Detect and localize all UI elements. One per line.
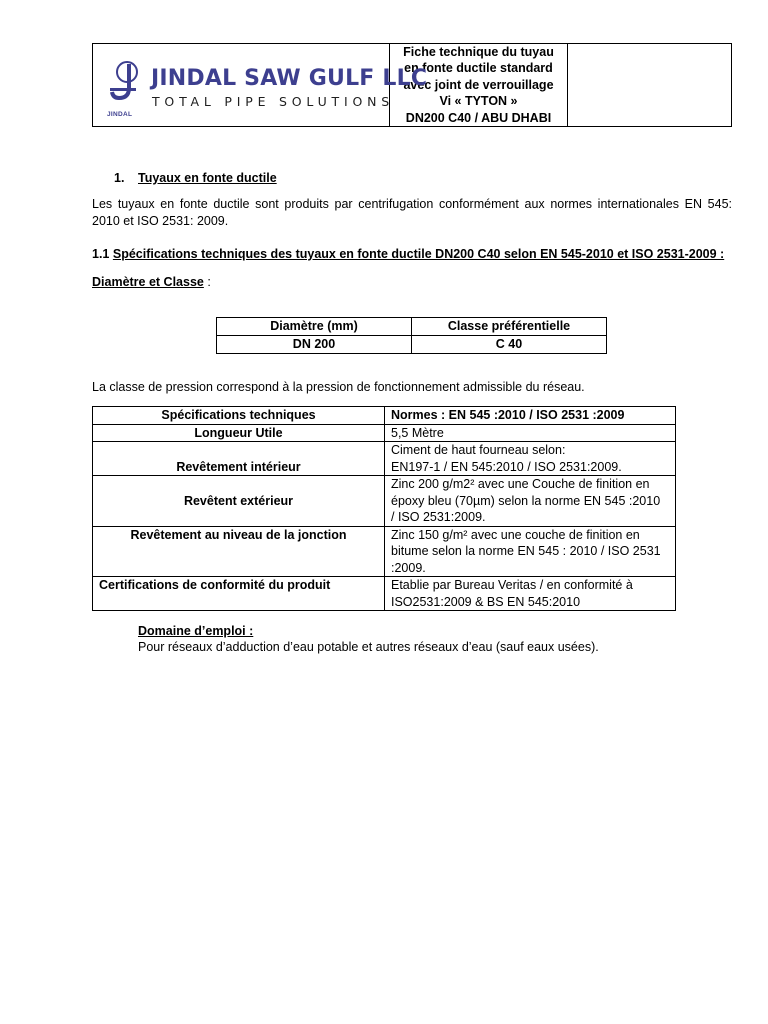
company-tagline: TOTAL PIPE SOLUTIONS bbox=[152, 94, 394, 109]
table-row bbox=[93, 526, 676, 577]
section-number: 1.1 bbox=[92, 247, 110, 261]
specifications-table bbox=[92, 406, 676, 611]
company-name: JINDAL SAW GULF LLC bbox=[151, 66, 428, 91]
diameter-class-table bbox=[216, 317, 607, 354]
title-line: Fiche technique du tuyau bbox=[403, 44, 554, 59]
section-number: 1. bbox=[114, 171, 125, 185]
table-header-cell: Normes : EN 545 :2010 / ISO 2531 :2009 bbox=[385, 407, 676, 425]
section-1-1-heading bbox=[92, 247, 724, 261]
title-line: avec joint de verrouillage bbox=[403, 77, 554, 92]
spec-label: Revêtement intérieur bbox=[93, 442, 385, 476]
table-header-row bbox=[217, 318, 607, 336]
title-line: Vi « TYTON » bbox=[439, 94, 518, 109]
document-header bbox=[92, 43, 732, 127]
table-row bbox=[93, 442, 676, 476]
table-row bbox=[93, 577, 676, 611]
label-text: Diamètre et Classe bbox=[92, 275, 204, 289]
spec-value-line: 5,5 Mètre bbox=[391, 425, 444, 440]
company-logo bbox=[93, 44, 428, 126]
spec-value-line: EN197-1 / EN 545:2010 / ISO 2531:2009. bbox=[391, 459, 622, 474]
spec-value bbox=[385, 526, 676, 577]
table-header-cell: Spécifications techniques bbox=[93, 407, 385, 425]
spec-value bbox=[385, 577, 676, 611]
table-cell: C 40 bbox=[412, 336, 607, 354]
spec-value-line: Zinc 200 g/m2² avec une Couche de finition en bbox=[391, 477, 650, 491]
spec-value-line: :2009. bbox=[391, 560, 426, 575]
spec-label: Longueur Utile bbox=[93, 424, 385, 442]
diametre-classe-label bbox=[92, 275, 211, 289]
spec-value-line: bitume selon la norme EN 545 : 2010 / ISO 2531 bbox=[391, 544, 661, 558]
spec-label: Revêtement au niveau de la jonction bbox=[93, 526, 385, 577]
label-suffix: : bbox=[203, 275, 211, 289]
spec-value bbox=[385, 476, 676, 527]
table-header-row bbox=[93, 407, 676, 425]
table-row bbox=[93, 476, 676, 527]
spec-value bbox=[385, 424, 676, 442]
spec-value-line: Zinc 150 g/m² avec une couche de finition en bbox=[391, 527, 640, 542]
section-title: Spécifications techniques des tuyaux en fonte ductile DN200 C40 selon EN 545-2010 et ISO 2531-2009 : bbox=[112, 247, 725, 261]
domaine-emploi-text: Pour réseaux d’adduction d’eau potable et autres réseaux d’eau (sauf eaux usées). bbox=[138, 640, 599, 654]
spec-value bbox=[385, 442, 676, 476]
logo-small-text: JINDAL bbox=[107, 111, 133, 118]
spec-value-line: / ISO 2531:2009. bbox=[391, 510, 486, 524]
spec-value-line: ISO2531:2009 & BS EN 545:2010 bbox=[391, 594, 581, 609]
domaine-emploi-heading: Domaine d’emploi : bbox=[138, 624, 254, 638]
table-cell: DN 200 bbox=[217, 336, 412, 354]
spec-value-line: époxy bleu (70µm) selon la norme EN 545 :2010 bbox=[391, 493, 661, 508]
spec-value-line: Ciment de haut fourneau selon: bbox=[391, 443, 566, 457]
spec-label: Certifications de conformité du produit bbox=[93, 577, 385, 611]
table-row bbox=[217, 336, 607, 354]
table-header-cell: Diamètre (mm) bbox=[217, 318, 412, 336]
title-line: en fonte ductile standard bbox=[404, 61, 553, 76]
title-line: DN200 C40 / ABU DHABI bbox=[405, 110, 552, 125]
table-row bbox=[93, 424, 676, 442]
spec-value-line: Etablie par Bureau Veritas / en conformité à bbox=[391, 578, 633, 592]
section-title: Tuyaux en fonte ductile bbox=[138, 171, 277, 185]
jindal-emblem-icon bbox=[107, 58, 141, 108]
spec-label: Revêtent extérieur bbox=[93, 476, 385, 527]
pressure-note: La classe de pression correspond à la pression de fonctionnement admissible du réseau. bbox=[92, 380, 585, 394]
intro-paragraph: Les tuyaux en fonte ductile sont produits par centrifugation conformément aux normes internationales EN 545: 2010 et ISO 2531: 2009. bbox=[92, 197, 732, 228]
header-empty-cell bbox=[568, 44, 731, 126]
section-1-heading bbox=[114, 171, 277, 185]
table-header-cell: Classe préférentielle bbox=[412, 318, 607, 336]
